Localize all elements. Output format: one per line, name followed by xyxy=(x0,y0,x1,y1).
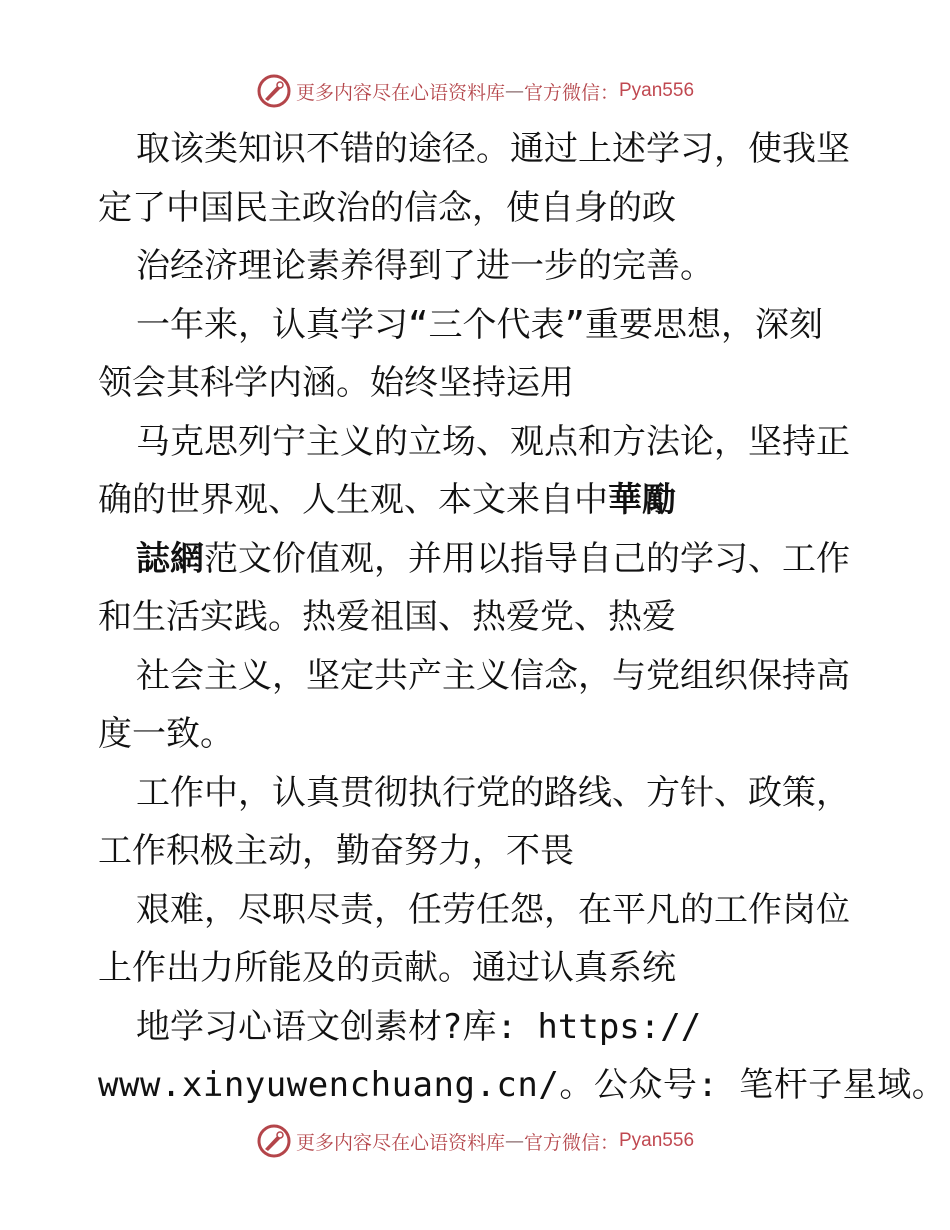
header-banner-text: 更多内容尽在心语资料库 xyxy=(295,81,505,104)
footer-wechat-label: 官方微信： xyxy=(523,1131,619,1154)
text-line: 工作积极主动，勤奋努力，不畏 xyxy=(98,831,574,871)
quill-pen-logo-icon xyxy=(256,73,292,109)
text-line: 一年来，认真学习“三个代表”重要思想，深刻 xyxy=(136,304,823,345)
text-line: 工作中，认真贯彻执行党的路线、方针、政策， xyxy=(136,772,850,813)
text-line: 地学习心语文创素材?库: https:// xyxy=(136,1006,702,1047)
text-line: 马克思列宁主义的立场、观点和方法论，坚持正 xyxy=(136,421,850,462)
text-line: 艰难，尽职尽责，任劳任怨，在平凡的工作岗位 xyxy=(136,889,850,930)
text-line: 定了中国民主政治的信念，使自身的政 xyxy=(98,187,676,228)
text-line xyxy=(98,471,858,530)
text-line: 度一致。 xyxy=(98,714,234,754)
text-segment: 范文价值观，并用以指导自己的学习、工作 xyxy=(204,538,850,579)
footer-wechat-id: Pyan556 xyxy=(619,1130,695,1151)
header-wechat-id: Pyan556 xyxy=(619,80,695,101)
header-wechat-label: 官方微信： xyxy=(523,81,619,104)
quill-pen-logo-icon xyxy=(256,1123,292,1159)
text-line: 领会其科学内涵。始终坚持运用 xyxy=(98,363,574,403)
text-segment: 确的世界观、人生观、本文来自中 xyxy=(98,480,608,520)
text-line: 治经济理论素养得到了进一步的完善。 xyxy=(136,246,714,286)
footer-banner-text: 更多内容尽在心语资料库 xyxy=(295,1131,505,1154)
document-body xyxy=(98,120,947,1115)
header-banner-separator: — xyxy=(504,80,524,102)
footer-banner-separator: — xyxy=(504,1130,524,1152)
site-name-fragment: 華勵 xyxy=(608,480,676,520)
text-line: 取该类知识不错的途径。通过上述学习，使我坚 xyxy=(136,129,850,169)
header-banner[interactable] xyxy=(0,71,950,111)
text-line: 上作出力所能及的贡献。通过认真系统 xyxy=(98,948,676,988)
site-name-fragment: 誌網 xyxy=(136,538,204,579)
footer-banner[interactable] xyxy=(0,1121,950,1161)
text-line: 社会主义，坚定共产主义信念，与党组织保持高 xyxy=(136,655,850,696)
url-line[interactable]: www.xinyuwenchuang.cn/。公众号: 笔杆子星域。 xyxy=(98,1065,947,1105)
text-line: 和生活实践。热爱祖国、热爱党、热爱 xyxy=(98,597,676,637)
text-line xyxy=(98,530,858,589)
